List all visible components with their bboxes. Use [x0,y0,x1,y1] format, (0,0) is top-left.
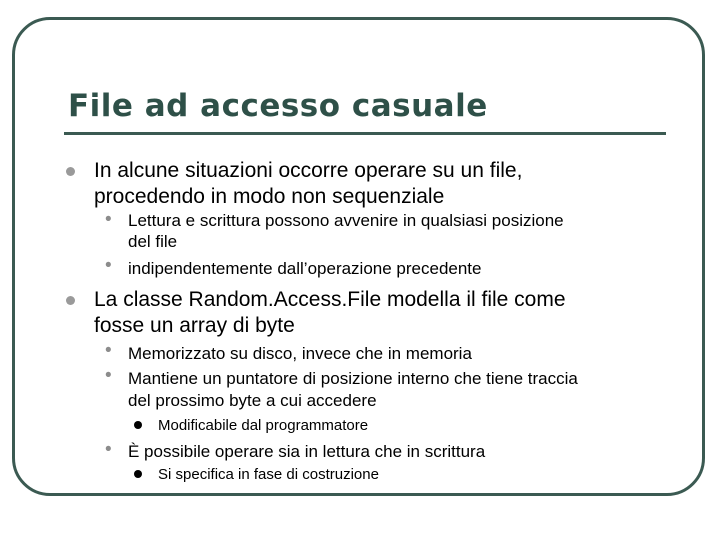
bullet-2-line-1: La classe Random.Access.File modella il file come [94,288,566,311]
title-underline [64,132,666,135]
slide-title: File ad accesso casuale [68,88,488,124]
bullet-2-sub-2-subsub: Modificabile dal programmatore [158,417,369,434]
bullet-dot-icon [66,296,75,305]
sub-sub-bullet-icon [134,421,142,429]
bullet-1-sub-1-line-1: Lettura e scrittura possono avvenire in qualsiasi posizione [128,211,564,230]
bullet-1-sub-1-line-2: del file [128,232,178,251]
bullet-1-line-1: In alcune situazioni occorre operare su un file, [94,159,523,182]
sub-bullet-icon: • [105,365,112,386]
sub-bullet-icon: • [105,340,112,361]
sub-bullet-icon: • [105,209,112,230]
bullet-2-sub-3-subsub: Si specifica in fase di costruzione [158,466,379,483]
bullet-1-sub-2-line-1: indipendentemente dall’operazione precedente [128,259,482,278]
sub-sub-bullet-icon [134,470,142,478]
bullet-2-line-2: fosse un array di byte [94,314,295,337]
bullet-2-sub-2-line-2: del prossimo byte a cui accedere [128,391,377,410]
bullet-1-line-2: procedendo in modo non sequenziale [94,185,445,208]
bullet-2-sub-3-line-1: È possibile operare sia in lettura che in scrittura [128,442,486,461]
bullet-2-sub-1-line-1: Memorizzato su disco, invece che in memoria [128,344,472,363]
bullet-dot-icon [66,167,75,176]
sub-bullet-icon: • [105,439,112,460]
sub-bullet-icon: • [105,255,112,276]
bullet-2-sub-2-line-1: Mantiene un puntatore di posizione interno che tiene traccia [128,369,578,388]
